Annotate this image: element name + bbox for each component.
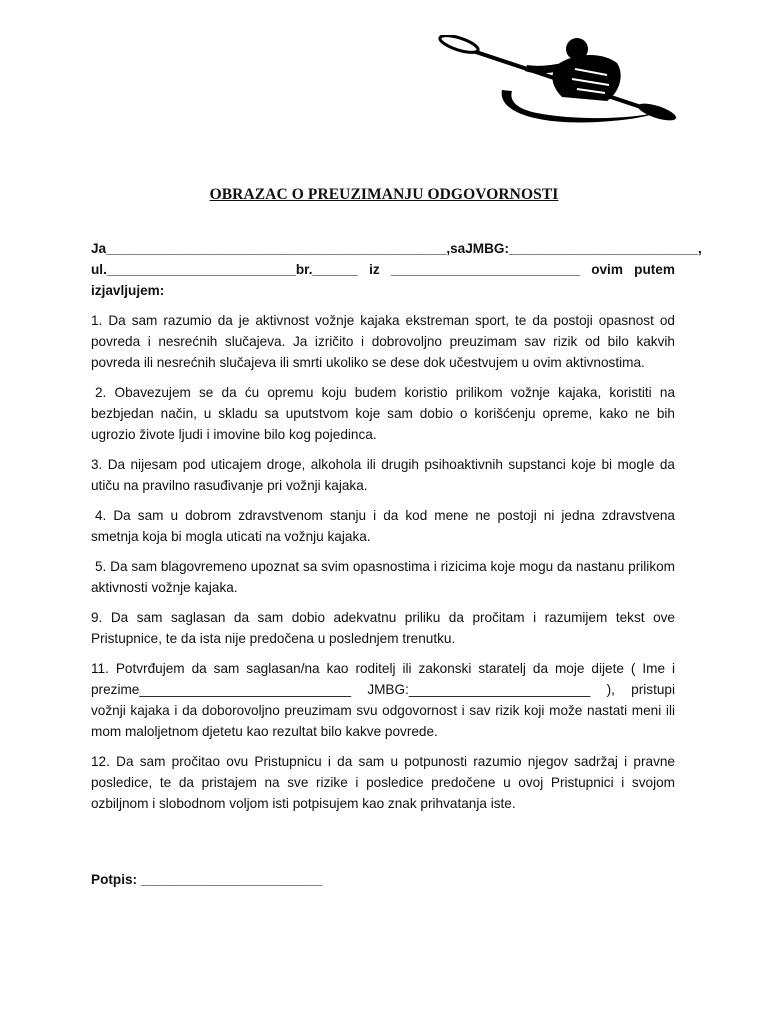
name-field[interactable]: Ja_____________________________________________,sa (91, 241, 466, 256)
jmbg-field[interactable]: JMBG:_________________________, (465, 241, 702, 256)
clause-2: 2. Obavezujem se da ću opremu koju budem koristio prilikom vožnje kajaka, koristiti na bezbjedan način, u skladu sa uputstvom koje sam dobio o korišćenju opreme, kako ne bih ugrozio živote ljudi i imovine bilo kog pojedinca. (91, 385, 675, 442)
document-body (91, 238, 702, 823)
signature-field[interactable]: Potpis: ________________________ (91, 872, 323, 887)
city-field[interactable]: _________________________ (390, 262, 580, 277)
clause-5: 5. Da sam blagovremeno upoznat sa svim opasnostima i rizicima koje mogu da nastanu prilikom aktivnosti vožnje kajaka. (91, 559, 675, 595)
intro-line-1 (91, 238, 702, 259)
clause-3: 3. Da nijesam pod uticajem droge, alkohola ili drugih psihoaktivnih supstanci koje bi mogle da utiču na pravilno rasuđivanje pri vožnji kajaka. (91, 457, 675, 493)
clause-4: 4. Da sam u dobrom zdravstvenom stanju i da kod mene ne postoji ni jedna zdravstvena smetnja koja bi mogla uticati na vožnju kajaka. (91, 508, 675, 544)
clause-12: 12. Da sam pročitao ovu Pristupnicu i da sam u potpunosti razumio njegov sadržaj i pravne posledice, te da pristajem na sve rizike i posledice predočene u ovoj Pristupnici i svojom ozbiljnom i slobodnom voljom isti potpisujem kao znak prihvatanja iste. (91, 754, 675, 811)
intro-line-2 (91, 259, 675, 280)
street-field[interactable]: ul._________________________br.______ (91, 262, 358, 277)
intro-line-3: izjavljujem: (91, 283, 165, 298)
clause-11: 11. Potvrđujem da sam saglasan/na kao roditelj ili zakonski staratelj da moje dijete ( Ime i prezime____________________________ JMBG:________________________ ), pristupi vožnji kajaka i da doborovoljno preuzimam svu odgovornost i sav rizik koji može nastati meni ili mom maloljetnom djetetu kao rezultat bilo kakve povrede. (91, 661, 675, 739)
intro-word-iz: iz (369, 262, 380, 277)
clause-9: 9. Da sam saglasan da sam dobio adekvatnu priliku da pročitam i razumijem tekst ove Pristupnice, te da ista nije predočena u poslednjem trenutku. (91, 610, 675, 646)
intro-block (91, 238, 702, 301)
intro-word-putem: putem (634, 262, 675, 277)
kayak-paddler-icon (437, 35, 677, 129)
intro-word-ovim: ovim (591, 262, 623, 277)
document-title: OBRAZAC O PREUZIMANJU ODGOVORNOSTI (209, 186, 559, 203)
clause-1: 1. Da sam razumio da je aktivnost vožnje kajaka ekstreman sport, te da postoji opasnost od povreda i nesrećnih slučajeva. Ja izričito i dobrovoljno preuzimam sav rizik od bilo kakvih povreda ili nesrećnih slučajeva ili smrti ukoliko se dese dok učestvujem u ovim aktivnostima. (91, 313, 675, 370)
